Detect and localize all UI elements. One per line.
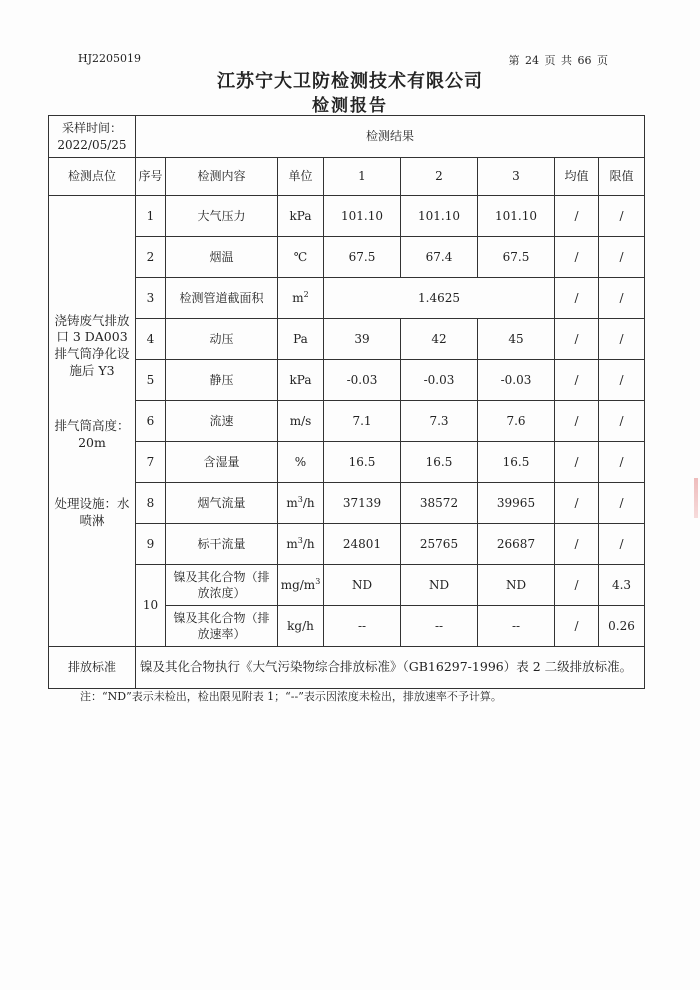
unit-tail: /h — [302, 536, 315, 551]
col-header-point: 检测点位 — [49, 158, 136, 196]
run-3-cell: 7.6 — [478, 401, 555, 442]
run-3-cell: 16.5 — [478, 442, 555, 483]
table-row — [49, 565, 645, 606]
table-row — [49, 360, 645, 401]
unit-superscript: 3 — [315, 576, 321, 586]
run-2-cell: 16.5 — [401, 442, 478, 483]
run-3-cell: 45 — [478, 319, 555, 360]
unit-cell — [278, 483, 324, 524]
unit-superscript: 3 — [297, 535, 303, 545]
run-1-cell: -0.03 — [324, 360, 401, 401]
unit-cell: m/s — [278, 401, 324, 442]
col-header-unit: 单位 — [278, 158, 324, 196]
run-3-cell: 39965 — [478, 483, 555, 524]
seq-cell: 10 — [136, 565, 166, 647]
sampling-time-label: 采样时间： — [61, 121, 122, 136]
table-row — [49, 196, 645, 237]
limit-cell: / — [599, 524, 645, 565]
run-1-cell: 39 — [324, 319, 401, 360]
run-2-cell: 38572 — [401, 483, 478, 524]
limit-cell: / — [599, 278, 645, 319]
run-3-cell: -- — [478, 606, 555, 647]
item-cell: 烟气流量 — [166, 483, 278, 524]
seal-edge-mark — [694, 478, 698, 518]
unit-cell — [278, 278, 324, 319]
limit-cell: / — [599, 442, 645, 483]
page-number: 第 24 页 共 66 页 — [508, 54, 608, 67]
table-row — [49, 442, 645, 483]
results-table — [48, 115, 645, 689]
company-name: 江苏宁大卫防检测技术有限公司 — [217, 71, 483, 92]
col-header-item: 检测内容 — [166, 158, 278, 196]
results-header: 检测结果 — [136, 116, 645, 158]
col-header-run-1: 1 — [324, 158, 401, 196]
table-row — [49, 483, 645, 524]
unit-cell: kg/h — [278, 606, 324, 647]
seq-cell: 4 — [136, 319, 166, 360]
report-number: HJ2205019 — [78, 52, 141, 65]
table-row — [49, 401, 645, 442]
item-cell: 烟温 — [166, 237, 278, 278]
seq-cell: 1 — [136, 196, 166, 237]
run-2-cell: ND — [401, 565, 478, 606]
unit-base: mg/m — [280, 577, 316, 592]
seq-cell: 6 — [136, 401, 166, 442]
stack-height: 排气筒高度：20m — [54, 418, 130, 450]
average-cell: / — [555, 606, 599, 647]
sampling-time-cell — [49, 116, 136, 158]
run-1-cell: 37139 — [324, 483, 401, 524]
unit-cell — [278, 565, 324, 606]
run-2-cell: 7.3 — [401, 401, 478, 442]
run-1-cell: 67.5 — [324, 237, 401, 278]
unit-tail: /h — [302, 495, 315, 510]
seq-cell: 2 — [136, 237, 166, 278]
unit-base: m — [286, 495, 298, 510]
run-2-cell: -0.03 — [401, 360, 478, 401]
run-3-cell: 26687 — [478, 524, 555, 565]
item-cell: 含湿量 — [166, 442, 278, 483]
run-1-cell: 24801 — [324, 524, 401, 565]
item-cell: 大气压力 — [166, 196, 278, 237]
average-cell: / — [555, 401, 599, 442]
table-row — [49, 237, 645, 278]
sampling-point-info — [49, 196, 136, 647]
average-cell: / — [555, 565, 599, 606]
footnote: 注：“ND”表示未检出，检出限见附表 1；“--”表示因浓度未检出，排放速率不予计算。 — [80, 690, 502, 703]
run-1-cell: 16.5 — [324, 442, 401, 483]
run-1-cell: -- — [324, 606, 401, 647]
average-cell: / — [555, 360, 599, 401]
seq-cell: 9 — [136, 524, 166, 565]
standard-label: 排放标准 — [49, 647, 136, 689]
col-header-seq: 序号 — [136, 158, 166, 196]
standard-text: 镍及其化合物执行《大气污染物综合排放标准》（GB16297-1996）表 2 二级排放标准。 — [136, 647, 645, 689]
run-1-cell: 101.10 — [324, 196, 401, 237]
unit-base: m — [286, 536, 298, 551]
average-cell: / — [555, 442, 599, 483]
report-title: 检测报告 — [312, 96, 388, 116]
limit-cell: / — [599, 483, 645, 524]
run-3-cell: -0.03 — [478, 360, 555, 401]
unit-cell: kPa — [278, 196, 324, 237]
sampling-date: 2022/05/25 — [57, 137, 127, 152]
seq-cell: 8 — [136, 483, 166, 524]
average-cell: / — [555, 524, 599, 565]
item-cell: 流速 — [166, 401, 278, 442]
treatment-facility: 处理设施：水喷淋 — [54, 495, 130, 528]
run-2-cell: 25765 — [401, 524, 478, 565]
limit-cell: 4.3 — [599, 565, 645, 606]
average-cell: / — [555, 196, 599, 237]
seq-cell: 5 — [136, 360, 166, 401]
run-1-cell: ND — [324, 565, 401, 606]
average-cell: / — [555, 278, 599, 319]
cross-section-value: 1.4625 — [324, 278, 555, 319]
limit-cell: / — [599, 401, 645, 442]
col-header-limit: 限值 — [599, 158, 645, 196]
item-cell: 检测管道截面积 — [166, 278, 278, 319]
average-cell: / — [555, 483, 599, 524]
run-3-cell: 101.10 — [478, 196, 555, 237]
run-3-cell: 67.5 — [478, 237, 555, 278]
unit-superscript: 3 — [297, 494, 303, 504]
run-3-cell: ND — [478, 565, 555, 606]
limit-cell: / — [599, 360, 645, 401]
average-cell: / — [555, 237, 599, 278]
limit-cell: / — [599, 319, 645, 360]
run-2-cell: 42 — [401, 319, 478, 360]
item-cell: 静压 — [166, 360, 278, 401]
col-header-average: 均值 — [555, 158, 599, 196]
seq-cell: 3 — [136, 278, 166, 319]
seq-cell: 7 — [136, 442, 166, 483]
table-row — [49, 278, 645, 319]
run-2-cell: 101.10 — [401, 196, 478, 237]
table-row — [49, 319, 645, 360]
item-cell: 镍及其化合物（排放速率） — [166, 606, 278, 647]
unit-cell — [278, 524, 324, 565]
limit-cell: / — [599, 196, 645, 237]
run-1-cell: 7.1 — [324, 401, 401, 442]
item-cell: 动压 — [166, 319, 278, 360]
unit-superscript: 2 — [303, 289, 309, 299]
item-cell: 标干流量 — [166, 524, 278, 565]
average-cell: / — [555, 319, 599, 360]
point-location: 浇铸废气排放口 3 DA003 排气筒净化设施后 Y3 — [54, 312, 130, 379]
run-2-cell: 67.4 — [401, 237, 478, 278]
limit-cell: 0.26 — [599, 606, 645, 647]
unit-cell: kPa — [278, 360, 324, 401]
limit-cell: / — [599, 237, 645, 278]
col-header-run-2: 2 — [401, 158, 478, 196]
run-2-cell: -- — [401, 606, 478, 647]
col-header-run-3: 3 — [478, 158, 555, 196]
table-row — [49, 524, 645, 565]
item-cell: 镍及其化合物（排放浓度） — [166, 565, 278, 606]
unit-base: m — [292, 290, 304, 305]
unit-cell: Pa — [278, 319, 324, 360]
unit-cell: ℃ — [278, 237, 324, 278]
unit-cell: % — [278, 442, 324, 483]
